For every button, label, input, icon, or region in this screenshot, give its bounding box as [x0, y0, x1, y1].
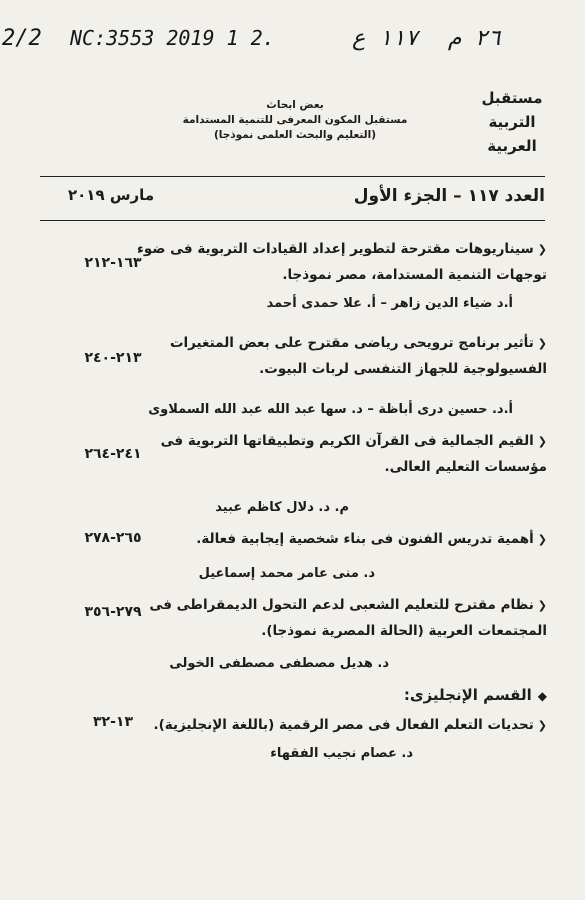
article-title[interactable]: [117, 712, 547, 738]
article-title-line: توجهات التنمية المستدامة، مصر نموذجا.: [282, 267, 547, 283]
article-authors: أ.د ضياء الدين زاهر – أ. علا حمدى أحمد: [266, 296, 513, 311]
section-heading-english: ◆القسم الإنجليزى:: [403, 686, 547, 704]
article-title[interactable]: [117, 592, 547, 644]
chevron-bullet-icon: ❮: [537, 243, 547, 256]
journal-name-line: التربية: [488, 113, 536, 131]
article-title[interactable]: [117, 428, 547, 480]
article-title[interactable]: [117, 236, 547, 288]
article-authors: م. د. دلال كاظم عبيد: [215, 500, 349, 515]
chevron-bullet-icon: ❮: [537, 599, 547, 612]
article-title-line: ❮تأثير برنامج ترويحى رياضى مقترح على بعض المتغيرات: [169, 335, 547, 351]
article-authors: أ.د. حسين درى أباظة – د. سها عبد الله عبد الله السملاوى: [148, 402, 513, 417]
article-title-line: المجتمعات العربية (الحالة المصرية نموذجا).: [261, 623, 547, 639]
chevron-bullet-icon: ❮: [537, 337, 547, 350]
article-pages: ١٣-٣٢: [93, 714, 133, 730]
diamond-bullet-icon: ◆: [537, 689, 547, 703]
article-title-line: ❮القيم الجمالية فى القرآن الكريم وتطبيقاتها التربوية فى: [160, 433, 547, 449]
handwritten-page-count: 2/2: [2, 26, 42, 51]
article-title-line: ❮تحديات التعلم الفعال فى مصر الرقمية (باللغة الإنجليزية).: [153, 717, 547, 733]
issue-date: مارس ٢٠١٩: [68, 186, 155, 204]
article-pages: ٢١٣-٢٤٠: [84, 350, 142, 366]
chevron-bullet-icon: ❮: [537, 719, 547, 732]
article-title-line: ❮سيناريوهات مقترحة لتطوير إعداد القيادات التربوية فى ضوء: [137, 241, 547, 257]
article-pages: ٢٧٩-٣٥٦: [84, 604, 142, 620]
article-pages: ٢٦٥-٢٧٨: [84, 530, 142, 546]
subject-line: (التعليم والبحث العلمى نموذجا): [213, 129, 377, 141]
article-title-line: الفسيولوجية للجهاز التنفسى لربات البيوت.: [259, 361, 547, 377]
handwritten-volume: ٢٦ م: [448, 26, 501, 51]
header-rule-bottom: [40, 220, 545, 221]
article-authors: د. منى عامر محمد إسماعيل: [198, 566, 375, 581]
handwritten-issue-digits: ١١٧ ع: [352, 26, 419, 51]
article-title[interactable]: [117, 330, 547, 382]
article-authors: د. عصام نجيب الفقهاء: [270, 746, 413, 761]
article-authors: د. هديل مصطفى مصطفى الخولى: [169, 656, 389, 671]
journal-name: [467, 86, 557, 158]
journal-name-line: مستقبل: [481, 89, 543, 107]
article-title-line: ❮نظام مقترح للتعليم الشعبى لدعم التحول الديمقراطى فى: [149, 597, 547, 613]
header-rule-top: [40, 176, 545, 177]
chevron-bullet-icon: ❮: [537, 533, 547, 546]
subject-line: بعض ابحاث: [266, 99, 324, 111]
handwritten-reference: NC:3553 2019 1 2.: [70, 26, 275, 50]
article-title-line: ❮أهمية تدريس الفنون فى بناء شخصية إيجابية فعالة.: [196, 531, 547, 547]
issue-subject: [160, 98, 430, 143]
article-pages: ١٦٣-٢١٢: [84, 255, 142, 271]
chevron-bullet-icon: ❮: [537, 435, 547, 448]
journal-name-line: العربية: [487, 137, 537, 155]
issue-title: العدد ١١٧ – الجزء الأول: [353, 186, 545, 206]
article-pages: ٢٤١-٢٦٤: [84, 446, 142, 462]
article-title-line: مؤسسات التعليم العالى.: [384, 459, 547, 475]
article-title[interactable]: [117, 526, 547, 552]
subject-line: مستقبل المكون المعرفى للتنمية المستدامة: [182, 114, 408, 126]
